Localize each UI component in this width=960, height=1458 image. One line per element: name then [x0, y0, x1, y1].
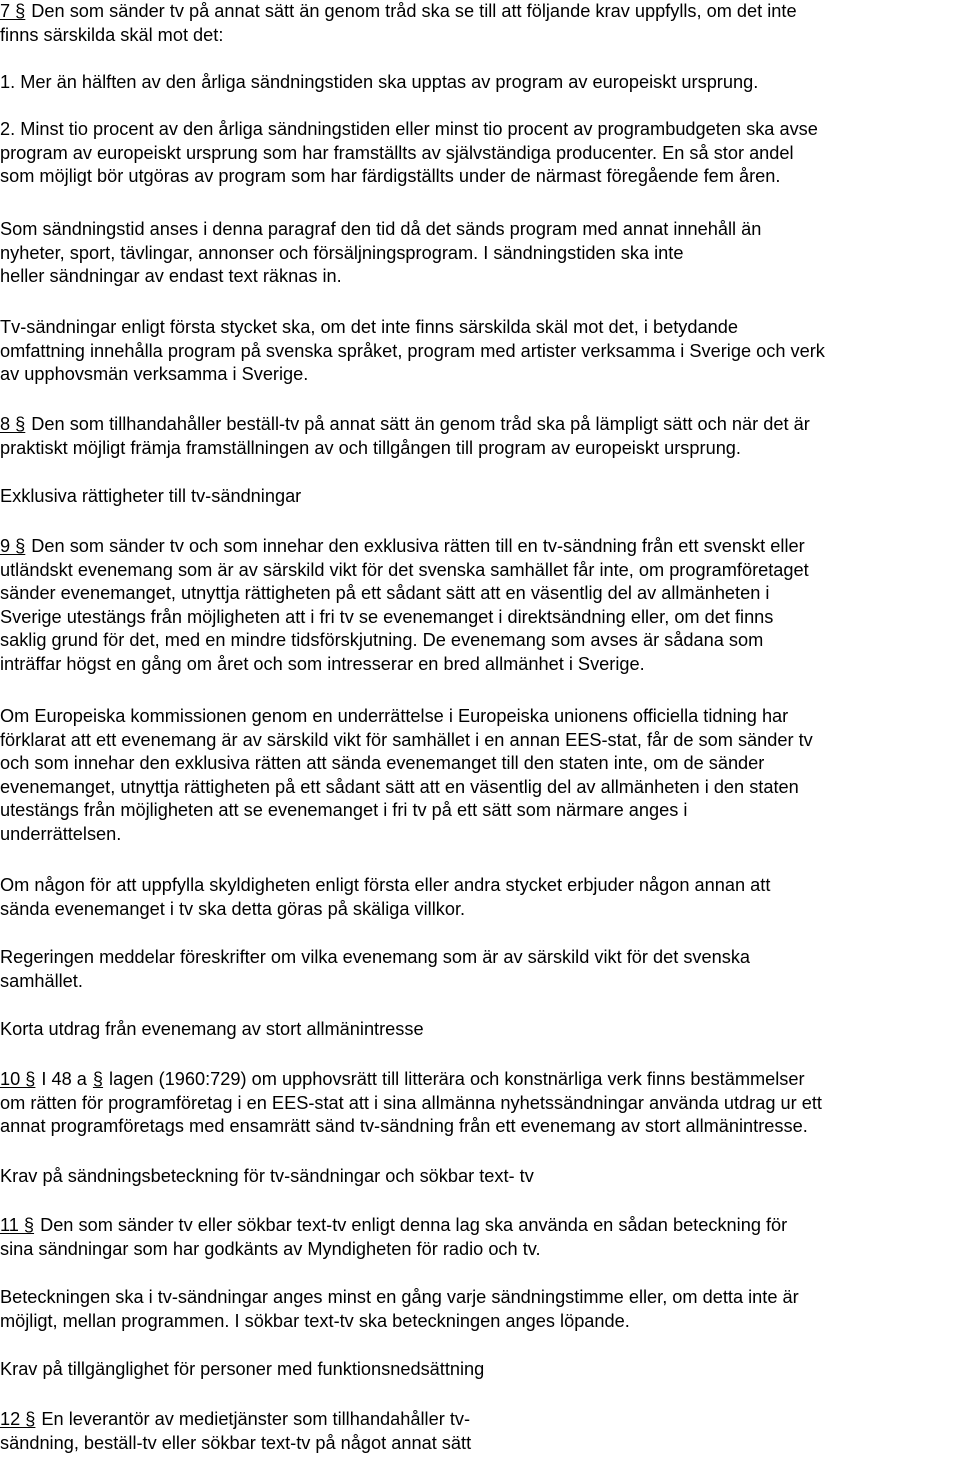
- text-line: förklarat att ett evenemang är av särskild vikt för samhället i en annan EES-stat, får de som sänder tv: [0, 729, 813, 750]
- section-heading: Korta utdrag från evenemang av stort allmänintresse: [0, 1019, 424, 1039]
- paragraph-7-stycke-4: [0, 316, 825, 387]
- text-line: av upphovsmän verksamma i Sverige.: [0, 364, 309, 384]
- paragraph-11: [0, 1214, 787, 1261]
- paragraph-7-stycke-3: [0, 218, 761, 289]
- section-heading: Krav på sändningsbeteckning för tv-sändningar och sökbar text- tv: [0, 1166, 534, 1186]
- text-line: saklig grund för det, med en mindre tidsförskjutning. De evenemang som avses är sådana som: [0, 630, 764, 650]
- section-mark: §: [92, 1069, 104, 1089]
- text-line: omfattning innehålla program på svenska språket, program med artister verksamma i Sverige och verk: [0, 340, 825, 361]
- text-line: Tv-sändningar enligt första stycket ska, om det inte finns särskilda skäl mot det, i betydande: [0, 317, 738, 337]
- section-heading: Krav på tillgänglighet för personer med funktionsnedsättning: [0, 1359, 485, 1379]
- text-line: evenemanget, utnyttja rättigheten på ett sådant sätt att en väsentlig del av allmänheten i den staten: [0, 776, 799, 797]
- section-mark: 12 §: [0, 1409, 36, 1429]
- text-line: och som innehar den exklusiva rätten att sända evenemanget till den staten inte, om de sänder: [0, 753, 765, 773]
- text-line: sändning, beställ-tv eller sökbar text-tv på något annat sätt: [0, 1432, 472, 1453]
- paragraph-9-stycke-3: [0, 874, 770, 921]
- text-line: 2. Minst tio procent av den årliga sändningstiden eller minst tio procent av programbudgeten ska avse: [0, 119, 818, 139]
- text-line: En leverantör av medietjänster som tillhandahåller tv-: [41, 1409, 471, 1429]
- text-line: om rätten för programföretag i en EES-stat att i sina allmänna nyhetssändningar använda utdrag ur ett: [0, 1092, 822, 1113]
- paragraph-7-item-1: [0, 71, 758, 95]
- text-line: utländskt evenemang som är av särskild vikt för det svenska samhället får inte, om programföretaget: [0, 559, 809, 580]
- text-line: Som sändningstid anses i denna paragraf den tid då det sänds program med annat innehåll än: [0, 219, 762, 239]
- section-mark: 8 §: [0, 414, 26, 434]
- text-line: Den som tillhandahåller beställ-tv på annat sätt än genom tråd ska på lämpligt sätt och när det är: [31, 414, 810, 434]
- text-line: som möjligt bör utgöras av program som har färdigställts under de närmast föregående fem åren.: [0, 166, 781, 186]
- text-line: Den som sänder tv eller sökbar text-tv enligt denna lag ska använda en sådan beteckning för: [40, 1215, 788, 1235]
- text-line: Den som sänder tv och som innehar den exklusiva rätten till en tv-sändning från ett svenskt eller: [31, 536, 805, 556]
- section-heading: Exklusiva rättigheter till tv-sändningar: [0, 486, 302, 506]
- text-line: Beteckningen ska i tv-sändningar anges minst en gång varje sändningstimme eller, om detta inte är: [0, 1287, 799, 1307]
- text-fragment: I 48 a: [41, 1069, 87, 1089]
- text-line: heller sändningar av endast text räknas in.: [0, 266, 342, 286]
- text-line: möjligt, mellan programmen. I sökbar text-tv ska beteckningen anges löpande.: [0, 1310, 630, 1331]
- text-line: sänder evenemanget, utnyttja rättigheten på ett sådant sätt att en väsentlig del av allmänheten i: [0, 583, 770, 603]
- text-line: Den som sänder tv på annat sätt än genom tråd ska se till att följande krav uppfylls, om det inte: [31, 1, 797, 21]
- paragraph-9-stycke-4: [0, 946, 750, 993]
- text-line: sina sändningar som har godkänts av Myndigheten för radio och tv.: [0, 1238, 541, 1259]
- text-line: inträffar högst en gång om året och som intresserar en bred allmänhet i Sverige.: [0, 653, 645, 674]
- text-line: underrättelsen.: [0, 823, 122, 844]
- paragraph-9-stycke-2: [0, 705, 813, 846]
- paragraph-8: [0, 413, 810, 460]
- paragraph-12: [0, 1408, 471, 1455]
- text-line: Om Europeiska kommissionen genom en underrättelse i Europeiska unionens officiella tidning har: [0, 706, 789, 726]
- section-mark: 7 §: [0, 1, 26, 21]
- text-line: utestängs från möjligheten att se evenemanget i fri tv på ett sätt som närmare anges i: [0, 800, 688, 820]
- text-line: Sverige utestängs från möjligheten att i fri tv se evenemanget i direktsändning eller, om det finns: [0, 606, 774, 627]
- paragraph-11-stycke-2: [0, 1286, 799, 1333]
- paragraph-9: [0, 535, 809, 676]
- text-line: praktiskt möjligt främja framställningen av och tillgången till program av europeiskt ursprung.: [0, 437, 741, 458]
- text-line: 1. Mer än hälften av den årliga sändningstiden ska upptas av program av europeiskt ursprung.: [0, 72, 759, 92]
- paragraph-7: [0, 0, 797, 47]
- text-line: samhället.: [0, 970, 83, 991]
- section-mark: 11 §: [0, 1215, 35, 1235]
- paragraph-7-item-2: [0, 118, 818, 189]
- text-line: finns särskilda skäl mot det:: [0, 24, 224, 45]
- section-mark: 10 §: [0, 1069, 36, 1089]
- text-line: annat programföretags med ensamrätt sänd tv-sändning från ett evenemang av stort allmänintresse.: [0, 1116, 808, 1136]
- section-mark: 9 §: [0, 536, 26, 556]
- text-line: nyheter, sport, tävlingar, annonser och försäljningsprogram. I sändningstiden ska inte: [0, 242, 684, 263]
- text-line: Regeringen meddelar föreskrifter om vilka evenemang som är av särskild vikt för det svenska: [0, 947, 751, 967]
- text-line: lagen (1960:729) om upphovsrätt till litterära och konstnärliga verk finns bestämmelser: [109, 1069, 805, 1089]
- paragraph-10: [0, 1068, 822, 1139]
- text-line: program av europeiskt ursprung som har framställts av självständiga producenter. En så stor andel: [0, 142, 794, 163]
- text-line: sända evenemanget i tv ska detta göras på skäliga villkor.: [0, 898, 466, 919]
- text-line: Om någon för att uppfylla skyldigheten enligt första eller andra stycket erbjuder någon annan att: [0, 875, 771, 895]
